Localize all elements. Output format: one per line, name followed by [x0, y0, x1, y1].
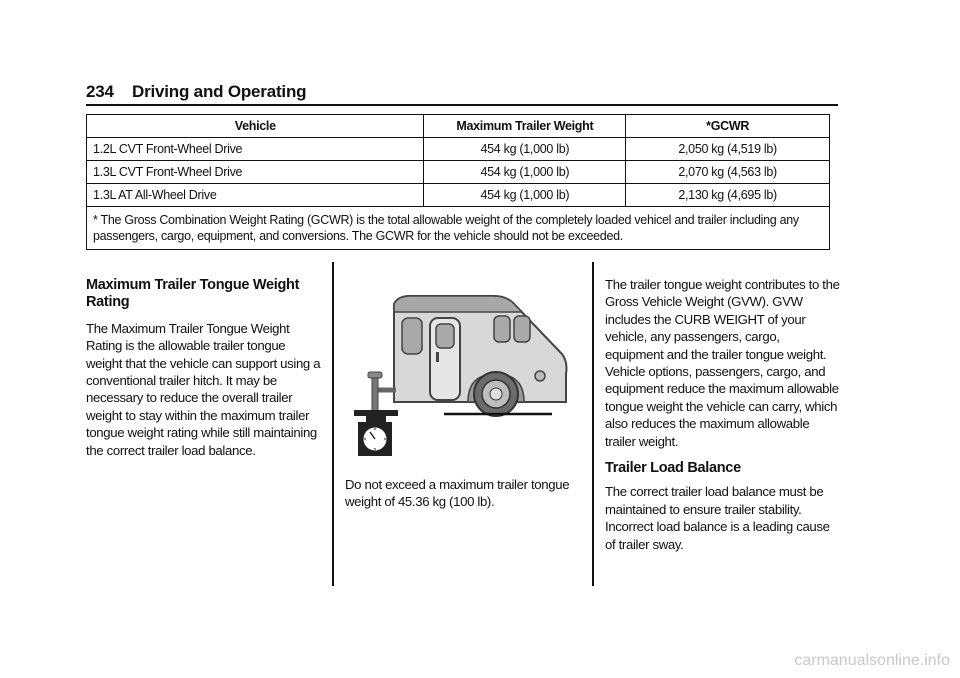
table-row: [87, 138, 830, 161]
table-cell: 454 kg (1,000 lb): [424, 161, 626, 184]
header-rule: [86, 104, 838, 106]
column-right: [605, 276, 841, 553]
column-header: *GCWR: [626, 115, 830, 138]
table-header-row: [87, 115, 830, 138]
watermark: carmanualsonline.info: [794, 652, 950, 669]
table-row: [87, 184, 830, 207]
table-cell: 1.2L CVT Front-Wheel Drive: [87, 138, 424, 161]
column-left: [86, 270, 322, 459]
trailer-weight-table: [86, 114, 830, 250]
section-heading: Maximum Trailer Tongue Weight Rating: [86, 277, 300, 311]
body-paragraph: The correct trailer load balance must be maintained to ensure trailer stability. Incorrect load balance is a leading cause of trailer sway.: [605, 484, 830, 552]
table-cell: 1.3L CVT Front-Wheel Drive: [87, 161, 424, 184]
column-header: Vehicle: [87, 115, 424, 138]
table-cell: 2,130 kg (4,695 lb): [626, 184, 830, 207]
page-number: 234: [86, 82, 114, 101]
table-footnote: * The Gross Combination Weight Rating (GCWR) is the total allowable weight of the completely loaded vehicel and trailer including any passengers, cargo, equipment, and conversions. The GCWR for the vehicle should not be exceeded.: [87, 207, 830, 250]
column-header: Maximum Trailer Weight: [424, 115, 626, 138]
table-cell: 454 kg (1,000 lb): [424, 184, 626, 207]
table-row: [87, 161, 830, 184]
table-footnote-row: [87, 207, 830, 250]
body-paragraph: The Maximum Trailer Tongue Weight Rating is the allowable trailer tongue weight that the vehicle can support using a conventional trailer hitch. It may be necessary to reduce the overall trailer weight to stay within the maximum trailer tongue weight rating while still maintaining the correct trailer load balance.: [86, 320, 321, 458]
table-cell: 1.3L AT All-Wheel Drive: [87, 184, 424, 207]
table-cell: 2,050 kg (4,519 lb): [626, 138, 830, 161]
column-middle: [345, 476, 575, 511]
trailer-tongue-scale-illustration: [344, 290, 574, 460]
column-divider: [592, 262, 594, 586]
figure-caption: Do not exceed a maximum trailer tongue weight of 45.36 kg (100 lb).: [345, 477, 570, 510]
column-divider: [332, 262, 334, 586]
body-paragraph: The trailer tongue weight contributes to the Gross Vehicle Weight (GVW). GVW includes the CURB WEIGHT of your vehicle, any passengers, cargo, equipment and the trailer tongue weight. Vehicle options, passengers, cargo, and equipment reduce the maximum allowable tongue weight the vehicle can carry, which also reduces the maximum allowable trailer weight.: [605, 277, 840, 449]
section-title: Driving and Operating: [132, 82, 307, 101]
section-heading: Trailer Load Balance: [605, 460, 741, 477]
table-cell: 2,070 kg (4,563 lb): [626, 161, 830, 184]
page-header: [86, 82, 838, 102]
table-cell: 454 kg (1,000 lb): [424, 138, 626, 161]
